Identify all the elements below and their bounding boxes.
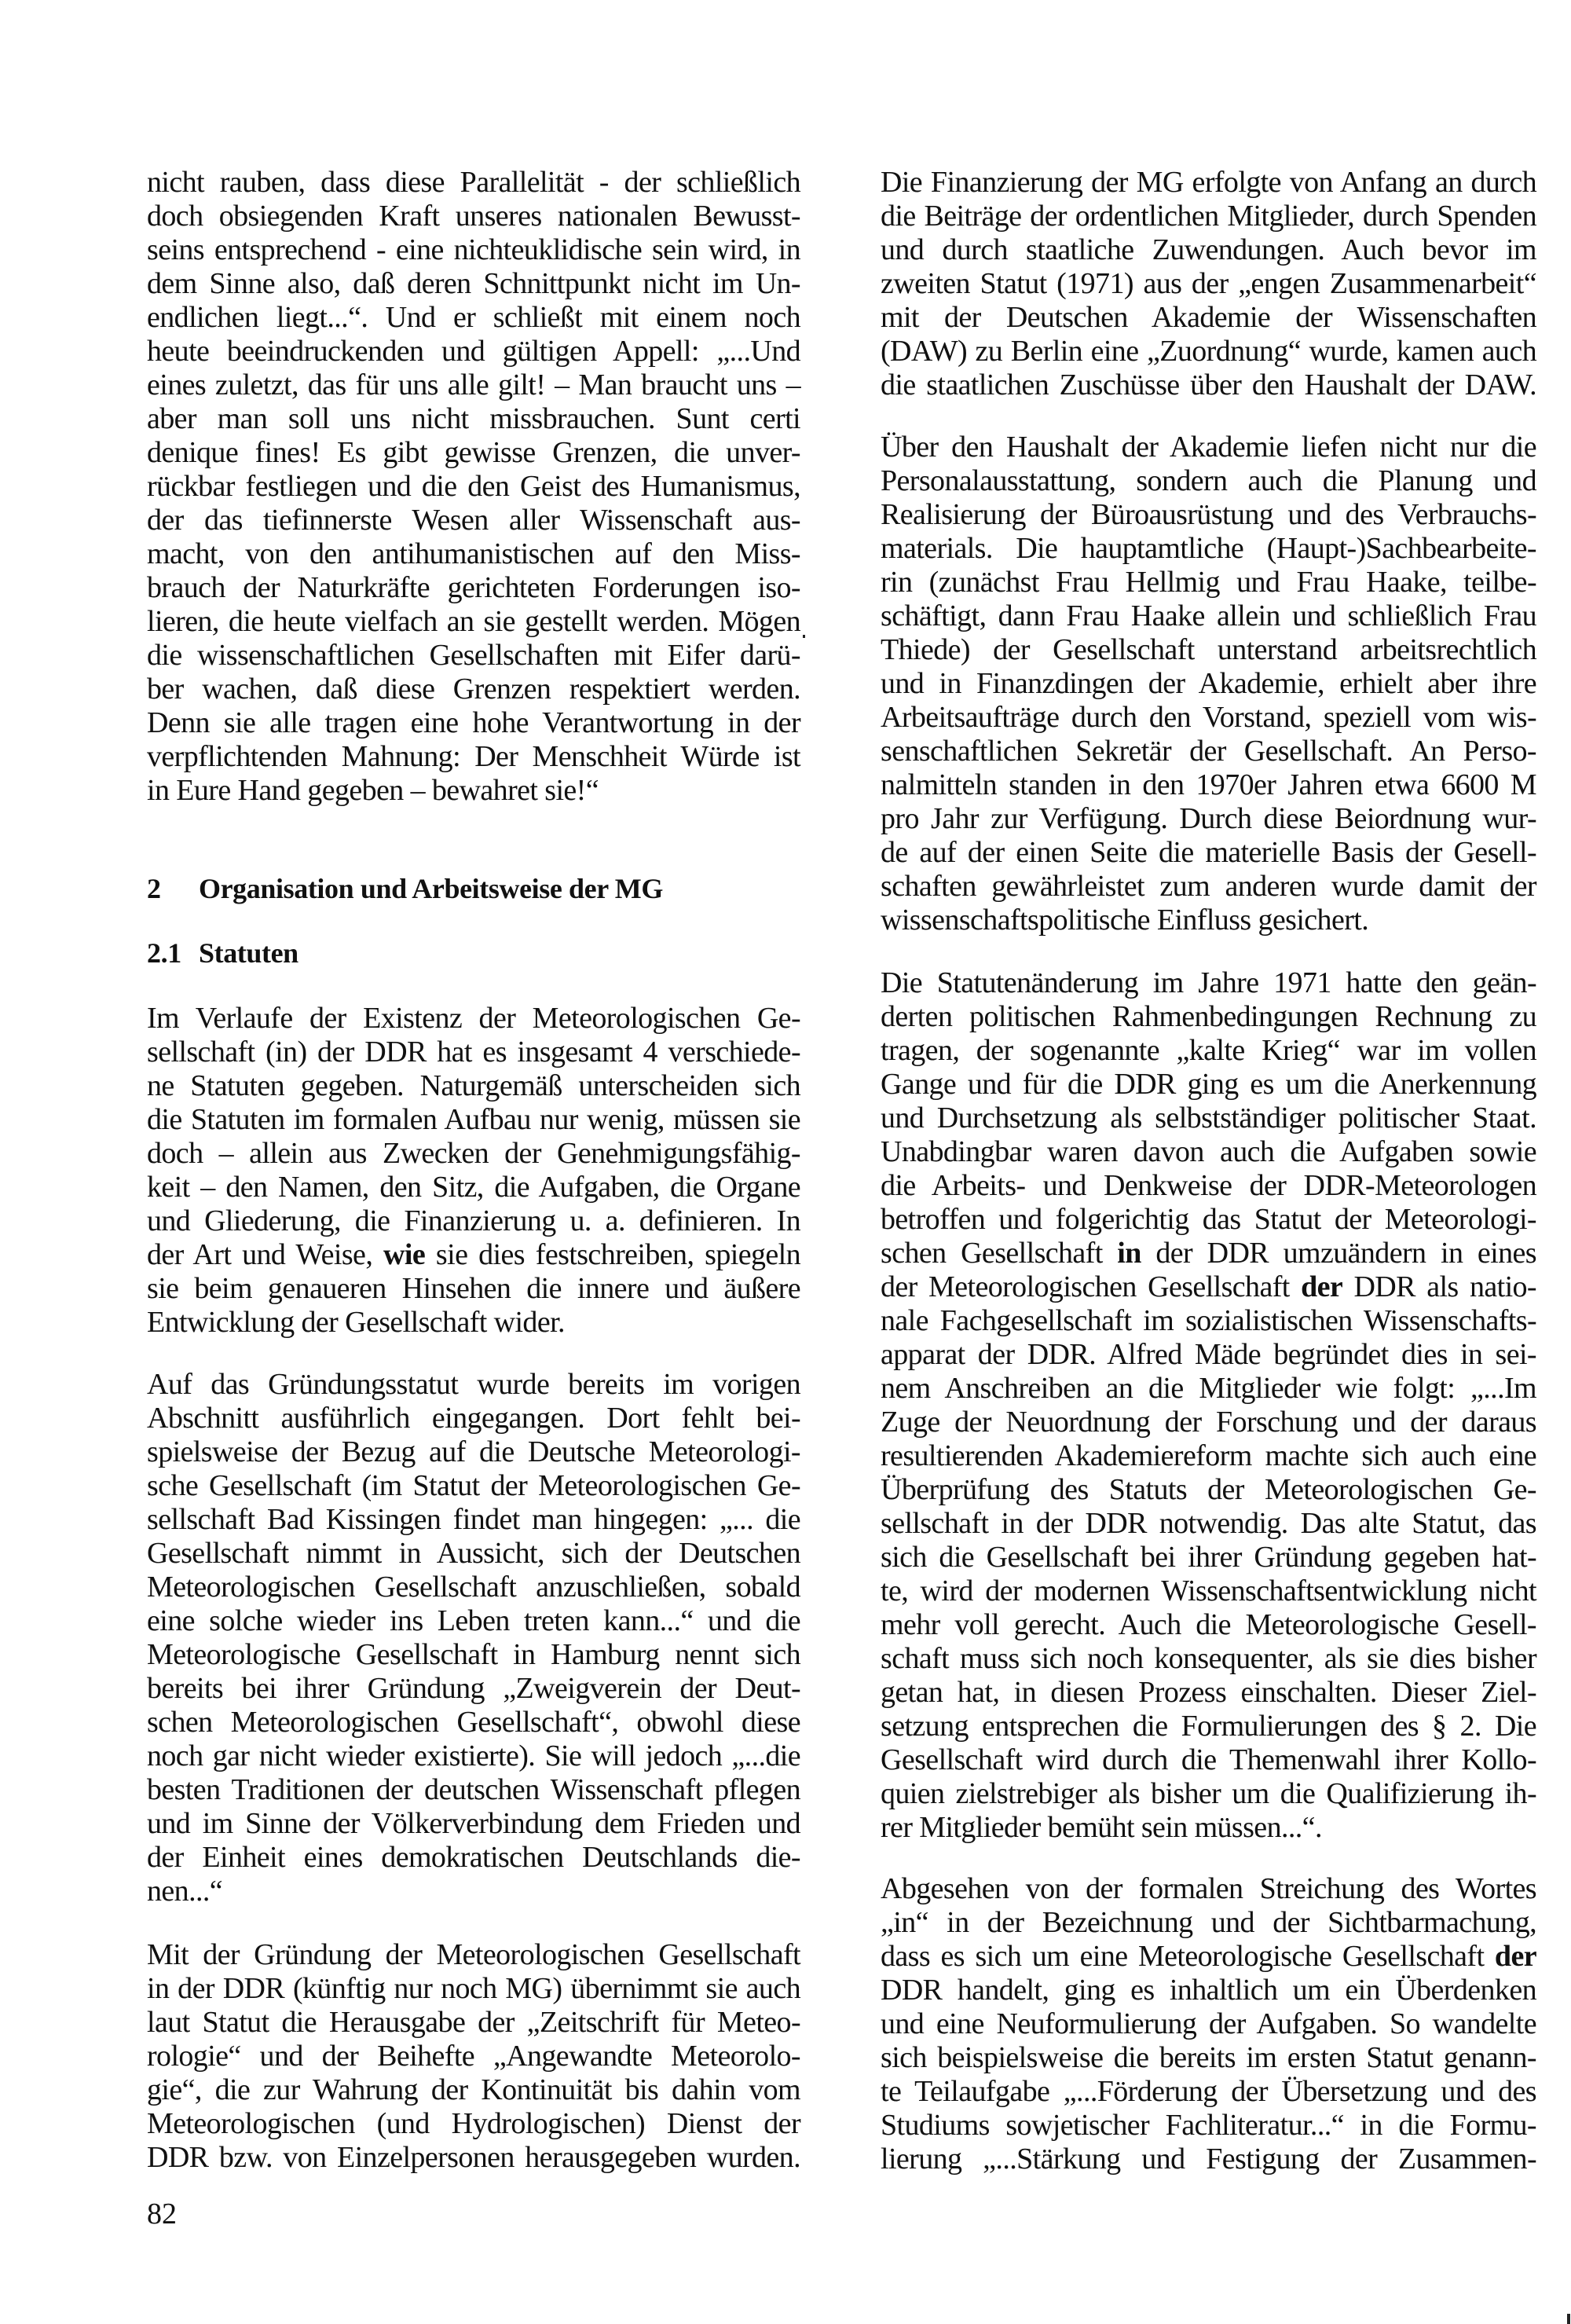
text-line: schen Meteorologischen Gesellschaft“, obwohl diese [147,1706,800,1739]
text-line: getan hat, in diesen Prozess einschalten. Dieser Ziel- [881,1676,1536,1709]
text-line: te Teilaufgabe „...Förderung der Übersetzung und des [881,2075,1536,2108]
text-line: Personalausstattung, sondern auch die Planung und [881,464,1536,497]
text-line: und in Finanzdingen der Akademie, erhielt aber ihre [881,667,1536,700]
text-line: lieren, die heute vielfach an sie gestellt werden. Mögen [147,605,800,638]
text-line: die wissenschaftlichen Gesellschaften mit Eifer darü- [147,639,800,672]
text-run: DDR als natio- [1342,1270,1536,1303]
emphasis-in: in [1117,1237,1141,1270]
text-line: aber man soll uns nicht missbrauchen. Sunt certi [147,402,800,435]
text-line: Auf das Gründungsstatut wurde bereits im vorigen [147,1368,800,1401]
text-line: sellschaft in der DDR notwendig. Das alte Statut, das [881,1507,1536,1540]
statutenaenderung-paragraph [881,966,1536,1845]
text-line: rer Mitglieder bemüht sein müssen...“. [881,1811,1322,1844]
text-line: Mit der Gründung der Meteorologischen Gesellschaft [147,1938,800,1971]
section-heading [147,872,663,906]
text-line: Im Verlaufe der Existenz der Meteorologischen Ge- [147,1002,800,1035]
text-line: denique fines! Es gibt gewisse Grenzen, die unver- [147,436,800,469]
text-line: lierung „...Stärkung und Festigung der Zusammen- [881,2143,1536,2176]
emphasis-der: der [1301,1270,1343,1303]
text-line: Zuge der Neuordnung der Forschung und der daraus [881,1406,1536,1439]
text-line: endlichen liegt...“. Und er schließt mit einem noch [147,301,800,334]
text-line: der das tiefinnerste Wesen aller Wissenschaft aus- [147,504,800,537]
text-line: Gesellschaft wird durch die Themenwahl ihrer Kollo- [881,1743,1536,1776]
emphasis-der: der [1494,1940,1536,1973]
finanzierung-paragraph [881,166,1536,402]
text-line: DDR bzw. von Einzelpersonen herausgegeben wurden. [147,2141,800,2174]
text-line: schaften gewährleistet zum anderen wurde damit der [881,870,1536,903]
text-line: pro Jahr zur Verfügung. Durch diese Beiordnung wur- [881,802,1536,835]
text-line: wissenschaftspolitische Einfluss gesichert. [881,904,1369,937]
text-line: die Statuten im formalen Aufbau nur wenig, müssen sie [147,1103,800,1136]
text-line: derten politischen Rahmenbedingungen Rechnung zu [881,1000,1536,1033]
text-line: gie“, die zur Wahrung der Kontinuität bis dahin vom [147,2073,800,2106]
text-line: Die Statutenänderung im Jahre 1971 hatte den geän- [881,966,1536,999]
text-line: brauch der Naturkräfte gerichteten Forderungen iso- [147,571,800,604]
gruendung-mg-paragraph [147,1938,800,2175]
text-line: Unabdingbar waren davon auch die Aufgaben sowie [881,1135,1536,1168]
text-line: mehr voll gerecht. Auch die Meteorologische Gesell- [881,1608,1536,1641]
text-line: te, wird der modernen Wissenschaftsentwicklung nicht [881,1574,1536,1607]
text-line: und durch staatliche Zuwendungen. Auch bevor im [881,233,1536,266]
text-line: tragen, der sogenannte „kalte Krieg“ war im vollen [881,1034,1536,1067]
subsection-heading [147,937,298,970]
text-line: verpflichtenden Mahnung: Der Menschheit Würde ist [147,740,800,773]
text-line: sie beim genaueren Hinsehen die innere und äußere [147,1272,800,1305]
text-line: in der DDR (künftig nur noch MG) übernimmt sie auch [147,1972,800,2005]
text-line: nem Anschreiben an die Mitglieder wie folgt: „...Im [881,1372,1536,1405]
text-line: zweiten Statut (1971) aus der „engen Zusammenarbeit“ [881,267,1536,300]
text-line: DDR handelt, ging es inhaltlich um ein Überdenken [881,1974,1536,2007]
text-line: sich beispielsweise die bereits im ersten Statut genann- [881,2041,1536,2074]
text-line: macht, von den antihumanistischen auf den Miss- [147,537,800,570]
abgesehen-paragraph [881,1872,1536,2176]
text-line: Entwicklung der Gesellschaft wider. [147,1306,565,1339]
text-line: Studiums sowjetischer Fachliteratur...“ in die Formu- [881,2109,1536,2142]
text-line: apparat der DDR. Alfred Mäde begründet dies in sei- [881,1338,1536,1371]
text-line: Meteorologischen Gesellschaft anzuschließen, sobald [147,1571,800,1604]
text-line: sche Gesellschaft (im Statut der Meteorologischen Ge- [147,1469,800,1502]
text-line: Denn sie alle tragen eine hohe Verantwortung in der [147,706,800,739]
text-line: doch obsiegenden Kraft unseres nationalen Bewusst- [147,200,800,233]
text-line: seins entsprechend - eine nichteuklidische sein wird, in [147,233,800,266]
subsection-title: Statuten [199,937,298,969]
scan-speck [1567,2314,1570,2324]
text-line: ne Statuten gegeben. Naturgemäß unterscheiden sich [147,1069,800,1102]
text-run: sie dies festschreiben, spiegeln [425,1238,800,1271]
text-line: und Gliederung, die Finanzierung u. a. definieren. In [147,1204,800,1237]
text-line: Arbeitsaufträge durch den Vorstand, speziell vom wis- [881,701,1536,734]
text-line: (DAW) zu Berlin eine „Zuordnung“ wurde, kamen auch [881,335,1536,368]
text-line: Gesellschaft nimmt in Aussicht, sich der Deutschen [147,1537,800,1570]
text-run: dass es sich um eine Meteorologische Gesellschaft [881,1940,1495,1973]
text-run: schen Gesellschaft [881,1237,1118,1270]
text-line: Gange und für die DDR ging es um die Anerkennung [881,1068,1536,1101]
haushalt-paragraph [881,431,1536,937]
text-line: besten Traditionen der deutschen Wissenschaft pflegen [147,1773,800,1806]
text-line: setzung entsprechen die Formulierungen des § 2. Die [881,1710,1536,1743]
text-line: bereits bei ihrer Gründung „Zweigverein der Deut- [147,1672,800,1705]
text-line: laut Statut die Herausgabe der „Zeitschrift für Meteo- [147,2006,800,2039]
text-line: betroffen und folgerichtig das Statut der Meteorologi- [881,1203,1536,1236]
text-line: und im Sinne der Völkerverbindung dem Frieden und [147,1807,800,1840]
gruendungsstatut-paragraph [147,1368,800,1908]
text-run: der Art und Weise, [147,1238,384,1271]
text-line: quien zielstrebiger als bisher um die Qualifizierung ih- [881,1777,1536,1810]
text-line: eine solche wieder ins Leben treten kann...“ und die [147,1604,800,1637]
text-line: Thiede) der Gesellschaft unterstand arbeitsrechtlich [881,633,1536,666]
text-line [881,1940,1536,1974]
text-line: spielsweise der Bezug auf die Deutsche Meteorologi- [147,1435,800,1468]
text-line: nicht rauben, dass diese Parallelität - der schließlich [147,166,800,199]
text-line: rückbar festliegen und die den Geist des Humanismus, [147,470,800,503]
text-line: der Einheit eines demokratischen Deutschlands die- [147,1841,800,1874]
text-line: materials. Die hauptamtliche (Haupt-)Sachbearbeite- [881,532,1536,565]
text-line: schäftigt, dann Frau Haake allein und schließlich Frau [881,599,1536,632]
scan-speck [803,635,805,638]
text-line: in Eure Hand gegeben – bewahret sie!“ [147,774,599,807]
text-line: resultierenden Akademiereform machte sich auch eine [881,1439,1536,1472]
text-line: die staatlichen Zuschüsse über den Haushalt der DAW. [881,368,1536,401]
text-line: und eine Neuformulierung der Aufgaben. So wandelte [881,2007,1536,2040]
text-line: die Beiträge der ordentlichen Mitglieder, durch Spenden [881,200,1536,233]
text-line: mit der Deutschen Akademie der Wissenschaften [881,301,1536,334]
text-line [881,1270,1536,1304]
text-line: schaft muss sich noch konsequenter, als sie dies bisher [881,1642,1536,1675]
text-line: Meteorologischen (und Hydrologischen) Dienst der [147,2107,800,2140]
text-line: nale Fachgesellschaft im sozialistischen Wissenschafts- [881,1304,1536,1337]
text-line [881,1237,1536,1270]
text-line: Überprüfung des Statuts der Meteorologischen Ge- [881,1473,1536,1506]
text-line: Meteorologische Gesellschaft in Hamburg nennt sich [147,1638,800,1671]
text-line: und Durchsetzung als selbstständiger politischer Staat. [881,1102,1536,1135]
text-line [147,1238,800,1272]
text-line: Realisierung der Büroausrüstung und des Verbrauchs- [881,498,1536,531]
text-line: ber wachen, daß diese Grenzen respektiert werden. [147,673,800,706]
text-line: sellschaft (in) der DDR hat es insgesamt 4 verschiede- [147,1036,800,1069]
text-line: senschaftlichen Sekretär der Gesellschaft. An Perso- [881,735,1536,768]
text-line: de auf der einen Seite die materielle Basis der Gesell- [881,836,1536,869]
text-line: noch gar nicht wieder existierte). Sie will jedoch „...die [147,1739,800,1772]
text-line: nalmitteln standen in den 1970er Jahren etwa 6600 M [881,768,1536,801]
text-line: heute beeindruckenden und gültigen Appell: „...Und [147,335,800,368]
text-line: rin (zunächst Frau Hellmig und Frau Haake, teilbe- [881,566,1536,599]
emphasis-wie: wie [383,1238,426,1271]
text-line: dem Sinne also, daß deren Schnittpunkt nicht im Un- [147,267,800,300]
text-line: die Arbeits- und Denkweise der DDR-Meteorologen [881,1169,1536,1202]
text-line: sellschaft Bad Kissingen findet man hingegen: „... die [147,1503,800,1536]
text-line: sich die Gesellschaft bei ihrer Gründung gegeben hat- [881,1541,1536,1574]
text-line: keit – den Namen, den Sitz, die Aufgaben, die Organe [147,1171,800,1204]
section-number: 2 [147,873,161,904]
text-line: Über den Haushalt der Akademie liefen nicht nur die [881,431,1536,464]
text-line: „in“ in der Bezeichnung und der Sichtbarmachung, [881,1906,1536,1939]
subsection-number: 2.1 [147,937,181,969]
statuten-paragraph [147,1002,800,1340]
text-line: eines zuletzt, das für uns alle gilt! – Man braucht uns – [147,368,800,401]
text-line: nen...“ [147,1875,223,1908]
text-line: Die Finanzierung der MG erfolgte von Anfang an durch [881,166,1536,199]
text-run: der Meteorologischen Gesellschaft [881,1270,1302,1303]
text-line: Abschnitt ausführlich eingegangen. Dort fehlt bei- [147,1402,800,1435]
text-run: der DDR umzuändern in eines [1141,1237,1536,1270]
text-line: doch – allein aus Zwecken der Genehmigungsfähig- [147,1137,800,1170]
section-title: Organisation und Arbeitsweise der MG [199,873,663,904]
text-line: Abgesehen von der formalen Streichung des Wortes [881,1872,1536,1905]
text-line: rologie“ und der Beihefte „Angewandte Meteorolo- [147,2040,800,2073]
page-number: 82 [147,2198,177,2231]
quote-paragraph [147,166,800,808]
